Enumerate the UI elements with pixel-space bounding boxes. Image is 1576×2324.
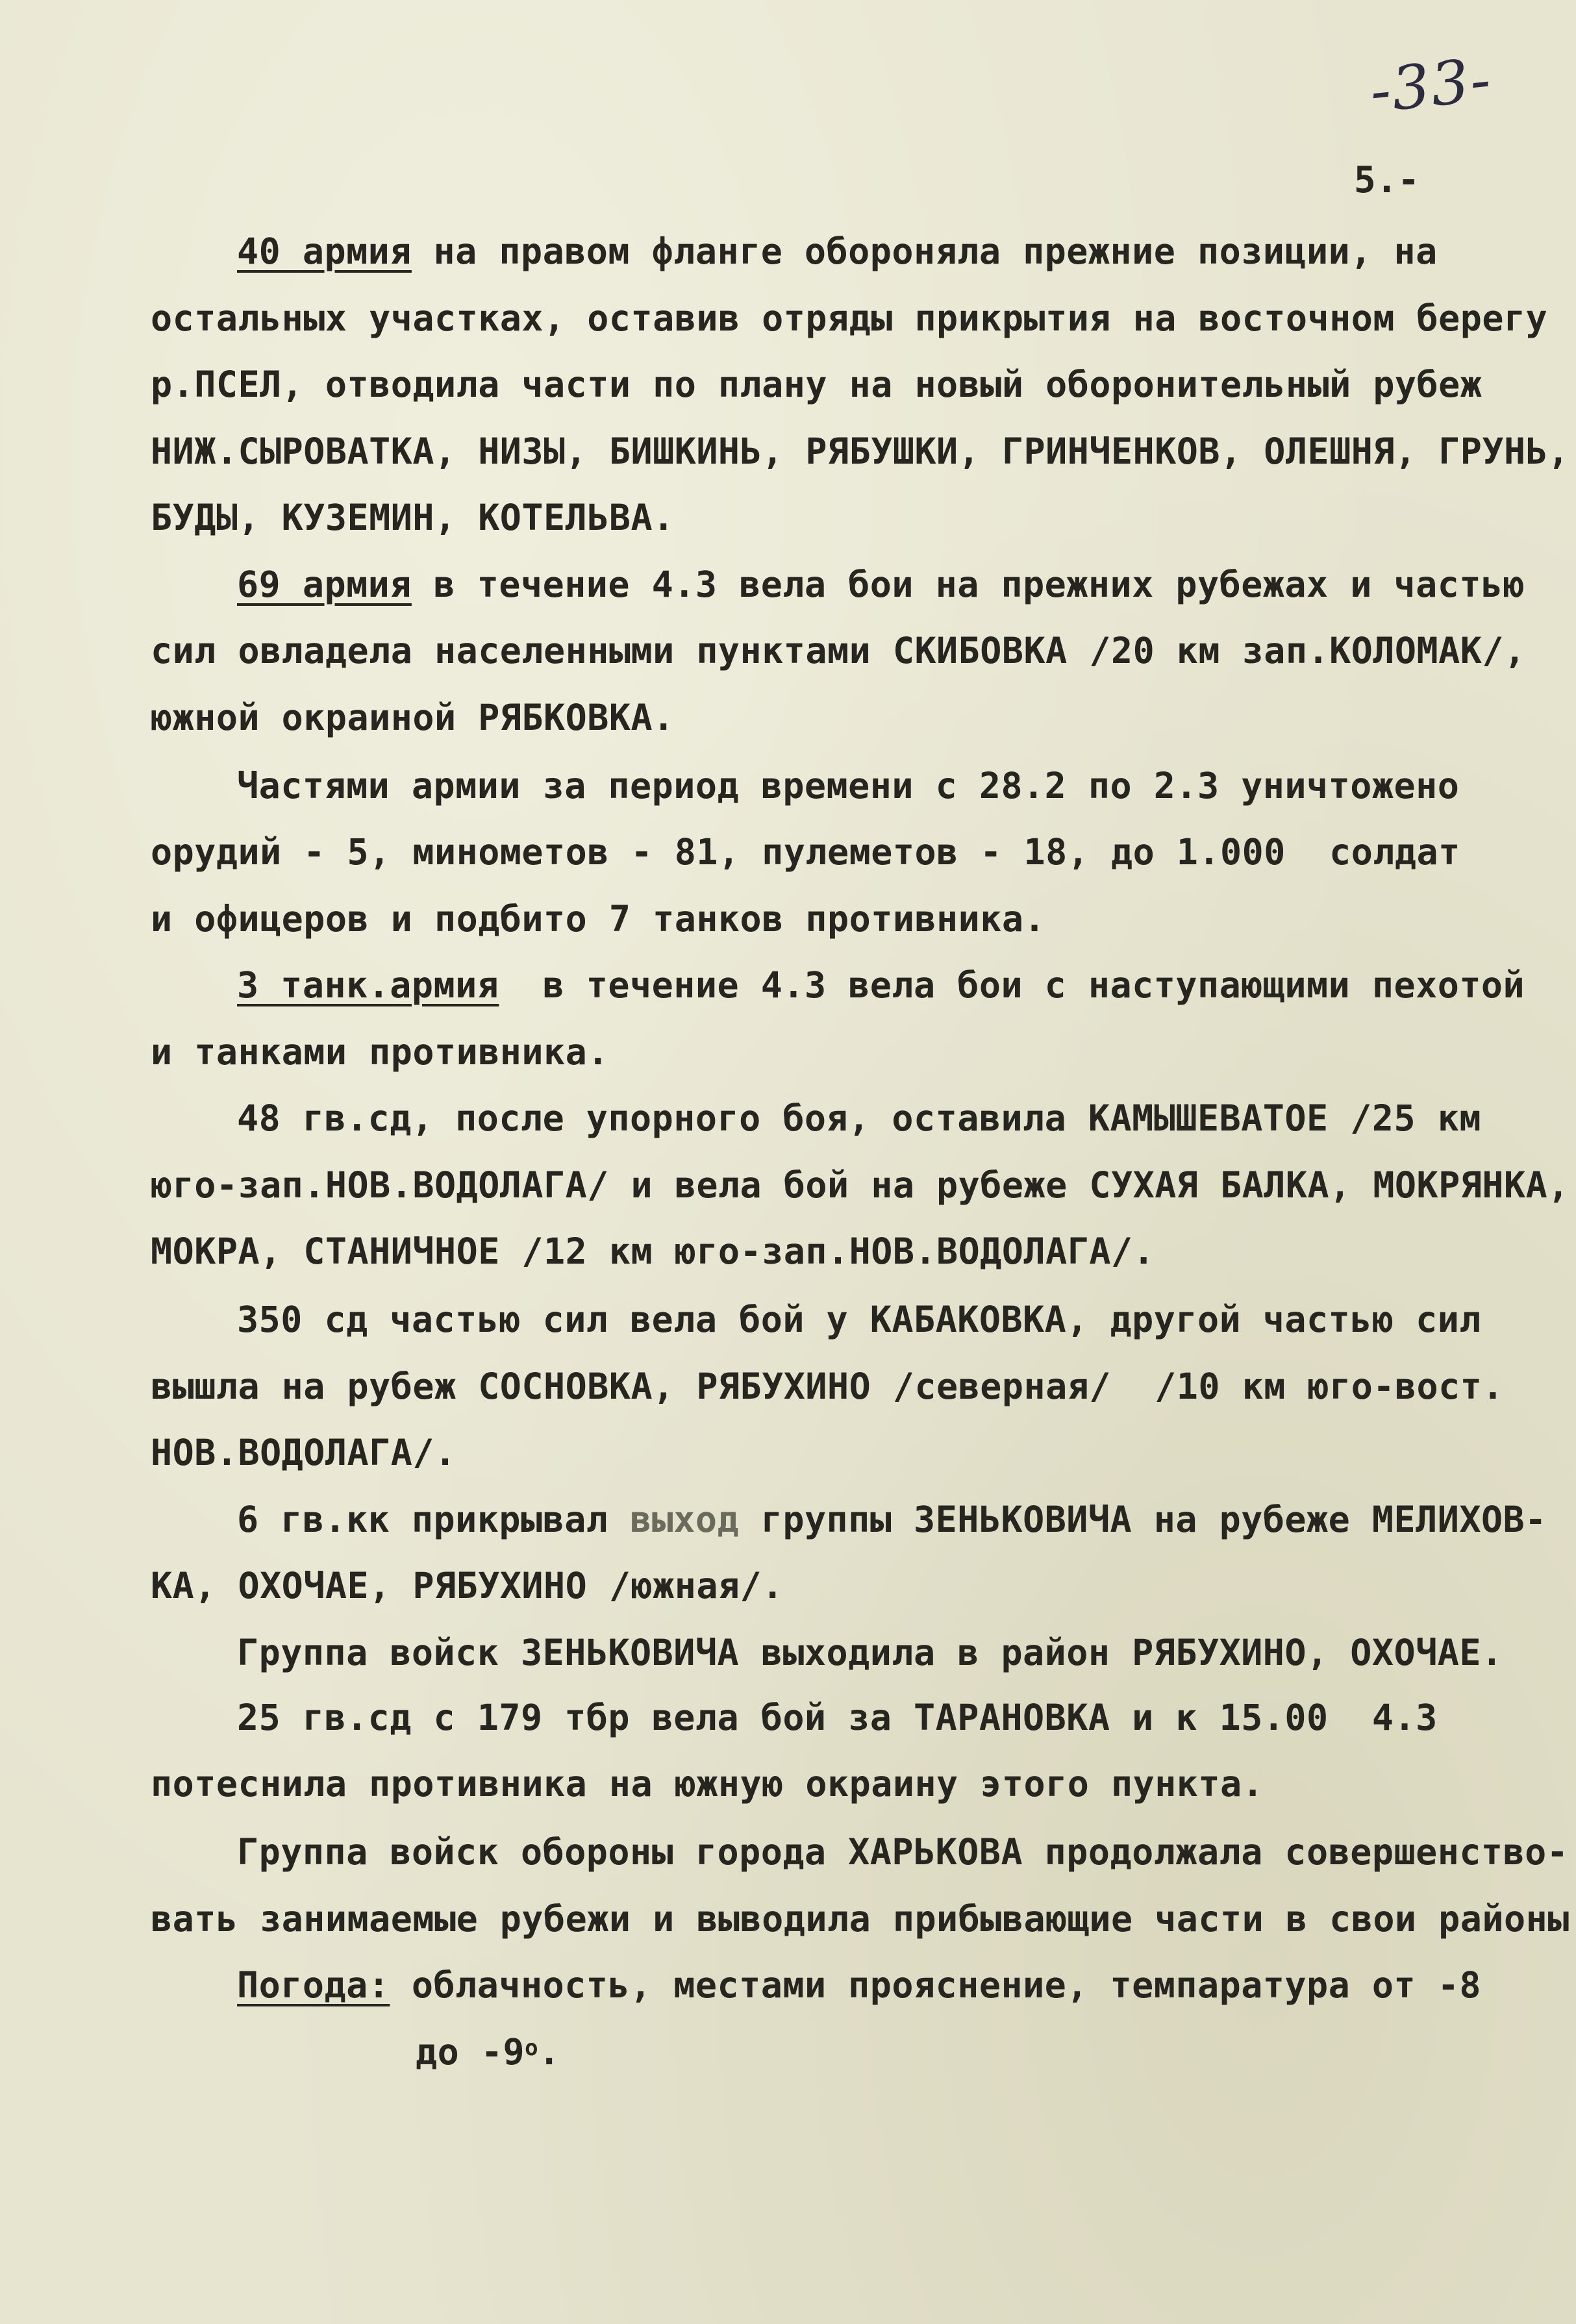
army40-line-4: НИЖ.СЫРОВАТКА, НИЗЫ, БИШКИНЬ, РЯБУШКИ, ГРИНЧЕНКОВ, ОЛЕШНЯ, ГРУНЬ, (151, 431, 1570, 472)
zenkovich-line-1: Группа войск ЗЕНЬКОВИЧА выходила в район РЯБУХИНО, ОХОЧАЕ. (237, 1632, 1503, 1673)
army69-line-1: 69 армия в течение 4.3 вела бои на прежних рубежах и частью (237, 564, 1525, 605)
weather-line-1: Погода: облачность, местами прояснение, темпаратура от -8 (237, 1964, 1481, 2006)
page-number: 5.- (1354, 159, 1420, 201)
sd350-line-2: вышла на рубеж СОСНОВКА, РЯБУХИНО /северная/ /10 км юго-вост. (151, 1366, 1504, 1407)
army40-line-1: 40 армия на правом фланге обороняла прежние позиции, на (237, 231, 1438, 272)
kharkov-line-1: Группа войск обороны города ХАРЬКОВА продолжала совершенство- (237, 1831, 1569, 1873)
army69-para-line-3: и офицеров и подбито 7 танков противника. (151, 898, 1046, 940)
gv25-line-2: потеснила противника на южную окраину этого пункта. (151, 1763, 1264, 1805)
gv48-line-1: 48 гв.сд, после упорного боя, оставила КАМЫШЕВАТОЕ /25 км (237, 1097, 1481, 1139)
archive-page-number: -33- (1366, 44, 1495, 127)
weather-label: Погода: (237, 1964, 390, 2006)
army40-label: 40 армия (237, 231, 412, 272)
tank3-line-1: 3 танк.армия в течение 4.3 вела бои с наступающими пехотой (237, 964, 1525, 1006)
kharkov-line-2: вать занимаемые рубежи и выводила прибывающие части в свои районы (151, 1898, 1570, 1940)
army40-line-5: БУДЫ, КУЗЕМИН, КОТЕЛЬВА. (151, 497, 675, 538)
army69-line-3: южной окраиной РЯБКОВКА. (151, 697, 675, 738)
army69-label: 69 армия (237, 564, 412, 605)
army40-line-3: р.ПСЕЛ, отводила части по плану на новый оборонительный рубеж (151, 364, 1482, 405)
faint-word: выход (630, 1499, 740, 1540)
gv48-line-2: юго-зап.НОВ.ВОДОЛАГА/ и вела бой на рубеже СУХАЯ БАЛКА, МОКРЯНКА, (151, 1164, 1570, 1206)
tank3-label: 3 танк.армия (237, 964, 499, 1006)
army69-para-line-2: орудий - 5, минометов - 81, пулеметов - 18, до 1.000 солдат (151, 831, 1460, 873)
kk6-line-1: 6 гв.кк прикрывал выход группы ЗЕНЬКОВИЧА на рубеже МЕЛИХОВ- (237, 1499, 1547, 1540)
gv48-line-3: МОКРА, СТАНИЧНОЕ /12 км юго-зап.НОВ.ВОДОЛАГА/. (151, 1231, 1155, 1272)
tank3-line-2: и танками противника. (151, 1031, 609, 1073)
army69-line-2: сил овладела населенными пунктами СКИБОВКА /20 км зап.КОЛОМАК/, (151, 630, 1526, 671)
army40-line-2: остальных участках, оставив отряды прикрытия на восточном берегу (151, 297, 1548, 339)
army69-para-line-1: Частями армии за период времени с 28.2 по 2.3 уничтожено (237, 765, 1460, 806)
kk6-line-2: КА, ОХОЧАЕ, РЯБУХИНО /южная/. (151, 1565, 784, 1606)
weather-line-2: до $-9^о$. (416, 2031, 560, 2073)
sd350-line-3: НОВ.ВОДОЛАГА/. (151, 1432, 457, 1473)
degree-mark: о (525, 2035, 539, 2061)
gv25-line-1: 25 гв.сд с 179 тбр вела бой за ТАРАНОВКА и к 15.00 4.3 (237, 1697, 1438, 1738)
sd350-line-1: 350 сд частью сил вела бой у КАБАКОВКА, другой частью сил (237, 1299, 1481, 1340)
